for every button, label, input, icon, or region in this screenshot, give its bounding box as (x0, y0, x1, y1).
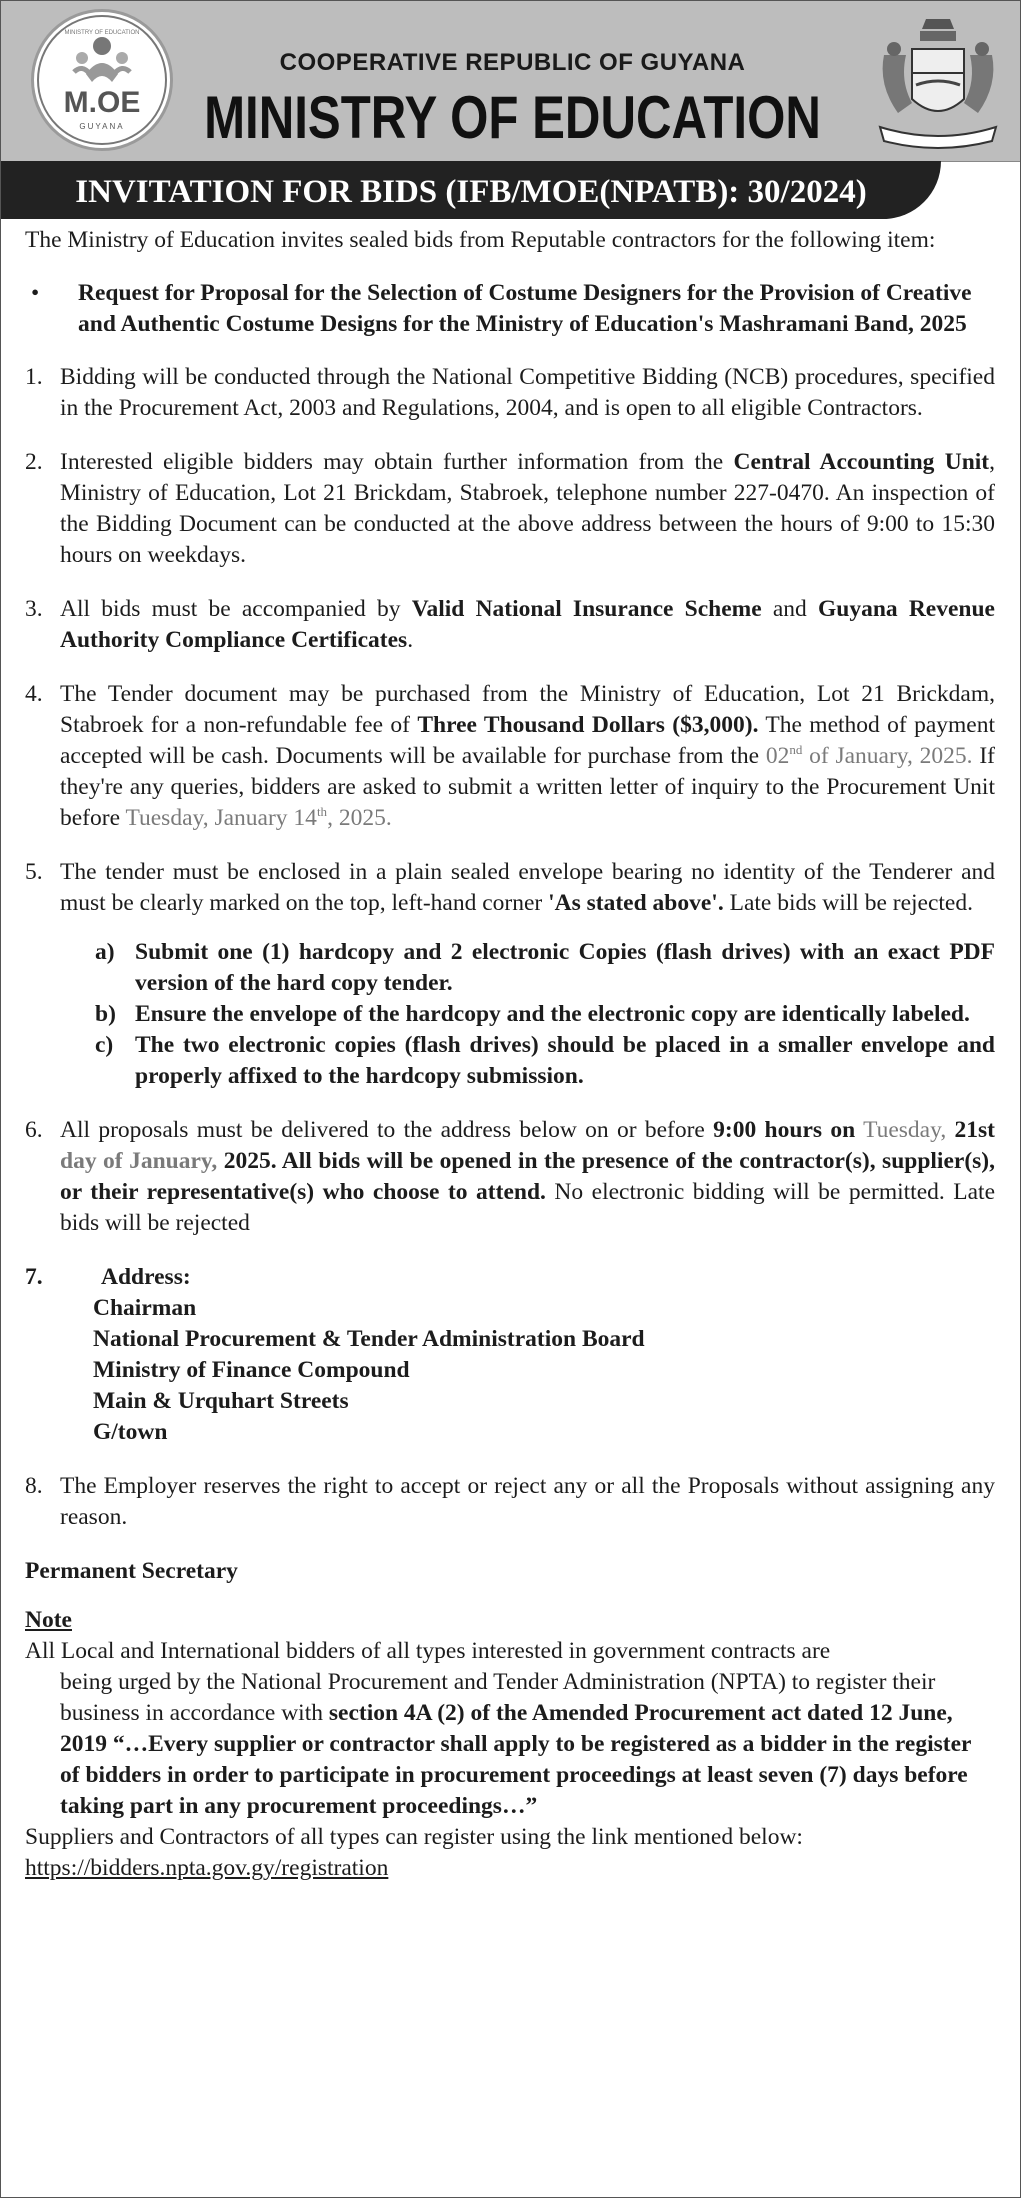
clause-text: The tender must be enclosed in a plain sealed envelope bearing no identity of the Tenderer and must be clearly marked on the top, left-hand corner (60, 859, 995, 916)
clause-text: Bidding will be conducted through the National Competitive Bidding (NCB) procedures, specified in the Procurement Act, 2003 and Regulations, 2004, and is open to all eligible Contractors. (60, 364, 995, 421)
ministry-title: MINISTRY OF EDUCATION (204, 84, 821, 151)
clause-bold-text: Guyana Revenue Authority Compliance Certificates (60, 596, 995, 653)
address-line: Main & Urquhart Streets (93, 1388, 349, 1414)
clause-7-address (25, 1262, 995, 1448)
clause-1 (25, 362, 995, 424)
clause-text: . (407, 627, 414, 653)
clause-bold-text: Valid National Insurance Scheme (411, 596, 762, 622)
opening-statement: 2025. All bids will be opened in the presence of the contractor(s), supplier(s), or their representative(s) who choose to attend. (60, 1148, 995, 1205)
ifb-title-bar: INVITATION FOR BIDS (IFB/MOE(NPATB): 30/2024) (1, 161, 941, 219)
clause-number: 3. (25, 596, 43, 622)
clause-3 (25, 594, 995, 656)
clause-number: 1. (25, 364, 43, 390)
requirement-letter: b) (95, 1001, 116, 1027)
clause-text: The method of payment accepted will be cash. Documents will be available for purchase from the (60, 712, 995, 769)
clause-6 (25, 1115, 995, 1239)
note-legal-quote: section 4A (2) of the Amended Procurement act dated 12 June, 2019 “…Every supplier or contractor shall apply to be registered as a bidder in the register of bidders in order to participate in procurement proceedings at least seven (7) days before taking part in any procurement proceedings…” (60, 1700, 972, 1819)
address-lines (93, 1293, 995, 1448)
address-label: Address: (101, 1264, 191, 1290)
availability-date: 02nd of January, 2025. (765, 742, 973, 769)
fee-amount: Three Thousand Dollars ($3,000). (417, 712, 759, 738)
clause-number: 4. (25, 681, 43, 707)
address-line: National Procurement & Tender Administration Board (93, 1326, 645, 1352)
submission-requirements (60, 937, 995, 1092)
clause-number: 8. (25, 1473, 43, 1499)
requirement-text: Ensure the envelope of the hardcopy and the electronic copy are identically labeled. (135, 1001, 970, 1027)
clause-text: , Ministry of Education, Lot 21 Brickdam, Stabroek, telephone number 227-0470. An inspection of the Bidding Document can be conducted at the above address between the hours of 9:00 to 15:30 hours on weekdays. (60, 449, 995, 568)
clause-text: The Tender document may be purchased from the Ministry of Education, Lot 21 Brickdam, Stabroek for a non-refundable fee of (60, 681, 995, 738)
clause-bold-text: 'As stated above'. (548, 890, 724, 916)
requirement-letter: c) (95, 1032, 114, 1058)
requirement-letter: a) (95, 939, 115, 965)
signatory: Permanent Secretary (25, 1558, 238, 1584)
note-section (25, 1605, 995, 1884)
clause-text: No electronic bidding will be permitted. Late bids will be rejected (60, 1179, 996, 1236)
clause-text: Interested eligible bidders may obtain further information from the (60, 449, 734, 475)
bullet-icon: • (31, 280, 40, 306)
clause-text: All proposals must be delivered to the address below on or before (60, 1117, 714, 1143)
requirement-text: Submit one (1) hardcopy and 2 electronic Copies (flash drives) with an exact PDF version of the hard copy tender. (135, 939, 995, 996)
clause-number: 7. (25, 1264, 43, 1290)
republic-title: COOPERATIVE REPUBLIC OF GUYANA (279, 49, 746, 76)
note-text: being urged by the National Procurement and Tender Administration (NPTA) to register their business in accordance with (60, 1669, 936, 1726)
rfp-bullet (25, 278, 995, 340)
address-line: Chairman (93, 1295, 197, 1321)
clause-text: All bids must be accompanied by (60, 596, 412, 622)
main-content (25, 225, 995, 1884)
note-register-text: Suppliers and Contractors of all types can register using the link mentioned below: (25, 1824, 803, 1850)
query-deadline: Tuesday, January 14th, 2025. (125, 804, 392, 831)
requirement-item (60, 937, 995, 999)
clause-2 (25, 447, 995, 571)
note-heading: Note (25, 1607, 72, 1633)
deadline-date: 21st (946, 1117, 995, 1143)
clause-8 (25, 1471, 995, 1533)
clause-number: 2. (25, 449, 43, 475)
note-line: All Local and International bidders of all types interested in government contracts are (25, 1638, 831, 1664)
requirement-text: The two electronic copies (flash drives) should be placed in a smaller envelope and properly affixed to the hardcopy submission. (135, 1032, 995, 1089)
clause-text: and (761, 596, 818, 622)
requirement-item (60, 1030, 995, 1092)
deadline-time: 9:00 hours on (713, 1117, 856, 1143)
logo-ring-text: MINISTRY OF EDUCATION (64, 30, 140, 36)
logo-moe-letters: M.OE (63, 86, 141, 119)
clause-number: 5. (25, 859, 43, 885)
address-line: G/town (93, 1419, 168, 1445)
clause-text: The Employer reserves the right to accept or reject any or all the Proposals without assigning any reason. (60, 1473, 995, 1530)
clause-number: 6. (25, 1117, 43, 1143)
rfp-bullet-text: Request for Proposal for the Selection of Costume Designers for the Provision of Creative and Authentic Costume Designs for the Ministry of Education's Mashramani Band, 2025 (78, 280, 972, 337)
deadline-month: day of January, (60, 1148, 218, 1174)
clause-4 (25, 679, 995, 834)
clause-5 (25, 857, 995, 1092)
logo-guyana-text: GUYANA (79, 122, 125, 131)
guyana-coat-of-arms-icon (874, 15, 1002, 155)
clause-text: If they're any queries, bidders are asked to submit a written letter of inquiry to the Procurement Unit before (60, 743, 995, 831)
header-banner (1, 1, 1020, 210)
clause-text: Late bids will be rejected. (723, 890, 973, 916)
intro-paragraph: The Ministry of Education invites sealed bids from Reputable contractors for the following item: (25, 227, 936, 253)
clause-bold-text: Central Accounting Unit (733, 449, 990, 475)
deadline-day: Tuesday, (863, 1117, 947, 1143)
registration-link[interactable]: https://bidders.npta.gov.gy/registration (25, 1855, 389, 1881)
note-body (25, 1667, 995, 1822)
address-line: Ministry of Finance Compound (93, 1357, 410, 1383)
requirement-item (60, 999, 995, 1030)
